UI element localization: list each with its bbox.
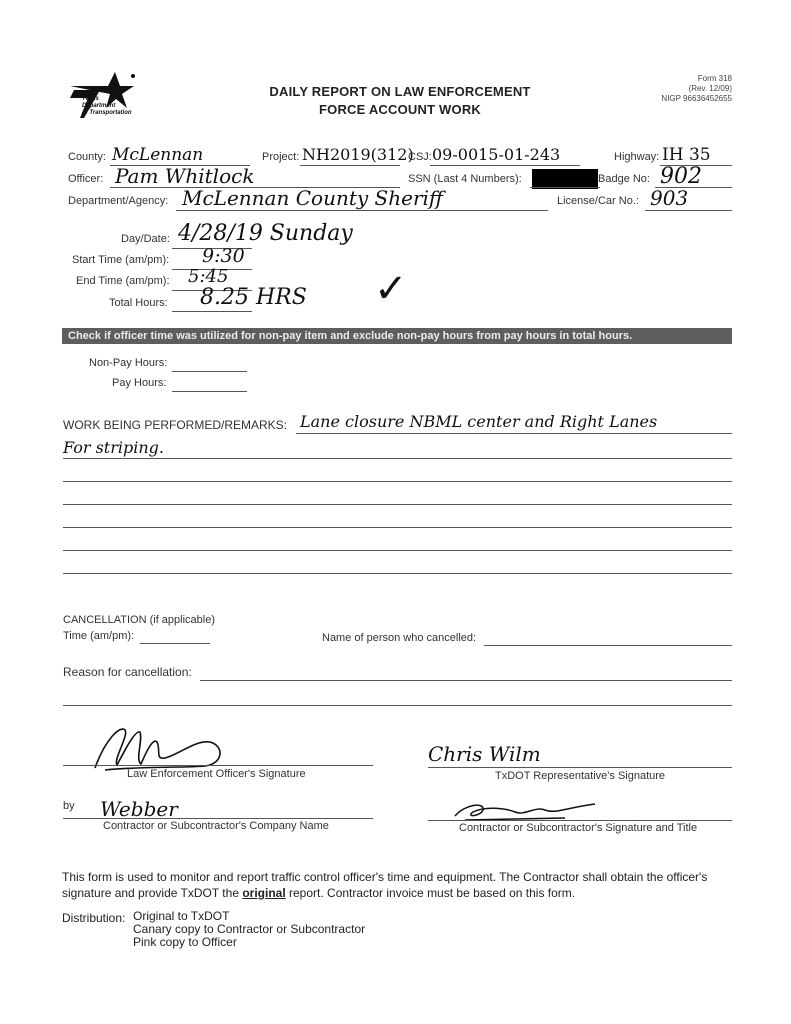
contractor-signature-label: Contractor or Subcontractor's Signature and Title xyxy=(459,822,698,834)
total-hours-label: Total Hours: xyxy=(109,297,168,309)
end-time-label: End Time (am/pm): xyxy=(76,275,170,287)
distribution-item-3: Pink copy to Officer xyxy=(133,935,237,949)
form-title-line-2: FORCE ACCOUNT WORK xyxy=(319,102,481,117)
logo-line-3: of Transportation xyxy=(82,110,132,116)
pay-hours-label: Pay Hours: xyxy=(112,377,167,389)
license-value: 903 xyxy=(650,186,689,210)
form-revision: (Rev. 12/09) xyxy=(688,84,732,93)
form-number: Form 318 xyxy=(697,74,732,83)
logo-line-1: Texas xyxy=(82,96,99,102)
cancellation-time-label: Time (am/pm): xyxy=(63,630,135,642)
company-name-value: Webber xyxy=(100,797,178,821)
start-time-value: 9:30 xyxy=(202,245,245,267)
cancellation-heading: CANCELLATION (if applicable) xyxy=(63,614,216,626)
end-time-value: 5:45 xyxy=(188,266,229,287)
department-value: McLennan County Sheriff xyxy=(182,186,444,210)
txdot-signature-label: TxDOT Representative's Signature xyxy=(495,770,666,782)
txdot-signature: Chris Wilm xyxy=(428,742,541,766)
project-value: NH2019(312) xyxy=(302,145,414,164)
instructions-part-2: report. Contractor invoice must be based on this form. xyxy=(285,886,576,900)
non-pay-banner: Check if officer time was utilized for non-pay item and exclude non-pay hours from pay hours in total hours. xyxy=(62,328,732,344)
officer-signature-label: Law Enforcement Officer's Signature xyxy=(127,768,306,780)
cancellation-reason-label: Reason for cancellation: xyxy=(63,665,192,679)
work-remarks-label: WORK BEING PERFORMED/REMARKS: xyxy=(63,418,288,432)
daydate-value: 4/28/19 Sunday xyxy=(178,221,353,246)
work-remarks-line-2: For striping. xyxy=(63,438,164,457)
county-label: County: xyxy=(68,151,106,163)
form-title-line-1: DAILY REPORT ON LAW ENFORCEMENT xyxy=(269,84,531,99)
cancelled-by-label: Name of person who cancelled: xyxy=(322,632,477,644)
distribution-item-1: Original to TxDOT xyxy=(133,909,230,923)
logo-line-2: Department xyxy=(82,103,116,109)
start-time-label: Start Time (am/pm): xyxy=(72,254,170,266)
instructions-original: original xyxy=(242,886,286,900)
company-name-label: Contractor or Subcontractor's Company Name xyxy=(103,820,329,832)
total-hours-value: 8.25 HRS xyxy=(200,285,307,310)
ssn-redaction xyxy=(532,169,598,189)
form-instructions xyxy=(62,869,730,901)
officer-value: Pam Whitlock xyxy=(115,164,255,188)
badge-value: 902 xyxy=(660,164,702,189)
nonpay-hours-label: Non-Pay Hours: xyxy=(89,357,168,369)
distribution-item-2: Canary copy to Contractor or Subcontractor xyxy=(133,922,366,936)
officer-label: Officer: xyxy=(68,173,104,185)
csj-label: CSJ: xyxy=(408,151,432,163)
distribution-label: Distribution: xyxy=(62,911,126,925)
officer-signature xyxy=(85,720,235,775)
txdot-logo xyxy=(60,68,135,120)
instructions-part-1: This form is used to monitor and report traffic control officer's time and equipment. The Contractor shall obtain the officer's signature and provide TxDOT the xyxy=(62,870,708,900)
ssn-label: SSN (Last 4 Numbers): xyxy=(408,173,522,185)
highway-value: IH 35 xyxy=(662,145,711,165)
work-remarks-line-1: Lane closure NBML center and Right Lanes xyxy=(300,412,658,431)
county-value: McLennan xyxy=(112,145,204,165)
highway-label: Highway: xyxy=(614,151,660,163)
csj-value: 09-0015-01-243 xyxy=(432,145,561,164)
nigp-code: NIGP 96636452655 xyxy=(661,94,732,103)
badge-label: Badge No: xyxy=(598,173,650,185)
checkmark-icon: ✓ xyxy=(374,266,408,312)
license-label: License/Car No.: xyxy=(557,195,639,207)
department-label: Department/Agency: xyxy=(68,195,169,207)
by-label: by xyxy=(63,800,75,812)
daydate-label: Day/Date: xyxy=(121,233,170,245)
project-label: Project: xyxy=(262,151,300,163)
